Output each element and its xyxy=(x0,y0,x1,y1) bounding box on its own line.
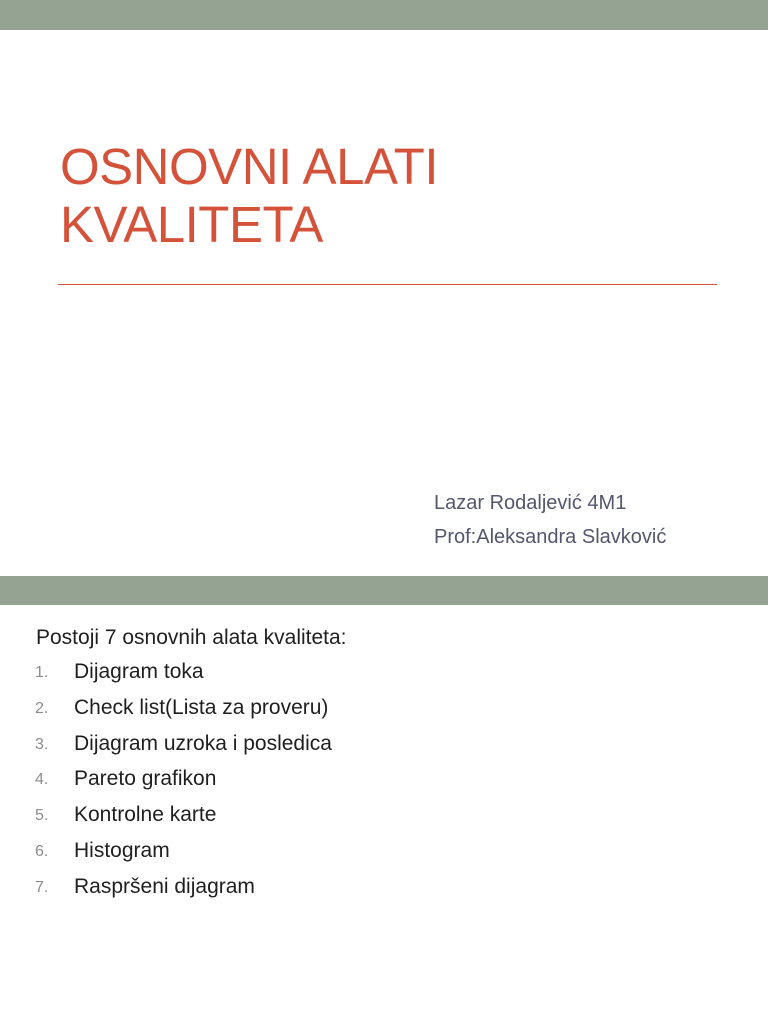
slide-title xyxy=(60,138,720,254)
list-item-number: 7. xyxy=(35,878,49,896)
top-band xyxy=(0,0,768,30)
middle-band xyxy=(0,576,768,605)
list-item-number: 6. xyxy=(35,842,49,860)
author-name: Lazar Rodaljević 4M1 xyxy=(434,492,627,514)
list-item-label: Raspršeni dijagram xyxy=(74,874,255,898)
list-item-label: Dijagram uzroka i posledica xyxy=(74,731,332,755)
title-divider xyxy=(58,284,717,285)
intro-text: Postoji 7 osnovnih alata kvaliteta: xyxy=(36,626,347,649)
list-item-number: 2. xyxy=(35,699,49,717)
list-item-label: Histogram xyxy=(74,838,170,862)
list-item-label: Check list(Lista za proveru) xyxy=(74,695,329,719)
list-item-number: 3. xyxy=(35,735,49,753)
list-item-number: 5. xyxy=(35,807,49,825)
list-item-number: 4. xyxy=(35,771,49,789)
title-line-2: KVALITETA xyxy=(60,196,323,253)
title-line-1: OSNOVNI ALATI xyxy=(60,138,438,195)
list-item-label: Pareto grafikon xyxy=(74,767,217,791)
list-item-number: 1. xyxy=(35,664,49,681)
list-item-label: Dijagram toka xyxy=(74,660,204,683)
list-item-label: Kontrolne karte xyxy=(74,803,217,827)
professor-name: Prof:Aleksandra Slavković xyxy=(434,526,667,548)
author-block xyxy=(434,486,666,554)
